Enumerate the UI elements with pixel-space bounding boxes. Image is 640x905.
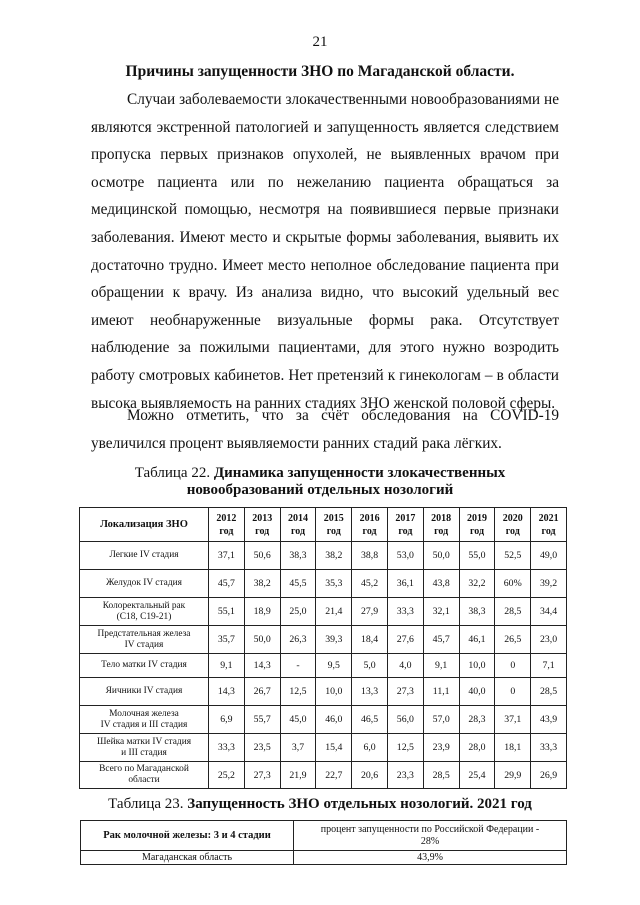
table22-row [80, 598, 567, 626]
table22-value-cell: 26,3 [280, 626, 316, 654]
table22-value-cell: 33,3 [209, 734, 245, 762]
table22-header-year [352, 508, 388, 542]
table22-value-cell: 6,0 [352, 734, 388, 762]
table22-value-cell: 5,0 [352, 654, 388, 678]
table22-value-cell: 14,3 [209, 678, 245, 706]
table22-header-year-unit: год [434, 525, 449, 537]
table23-header-rf-value: 28% [420, 835, 440, 847]
table23-header-rf-percent [294, 821, 567, 851]
table22-localization-text: Яичники IV стадия [105, 686, 183, 696]
table22-value-cell: 32,2 [459, 570, 495, 598]
table23 [80, 820, 567, 865]
table22-localization-text: IV стадия и III стадия [100, 719, 188, 730]
table22-localization-cell [80, 706, 209, 734]
table22-value-cell: 27,3 [244, 762, 280, 789]
table22-value-cell: 57,0 [423, 706, 459, 734]
table22-value-cell: 45,7 [423, 626, 459, 654]
table22-value-cell: 21,9 [280, 762, 316, 789]
table22-value-cell: 37,1 [209, 542, 245, 570]
table22-value-cell: 55,7 [244, 706, 280, 734]
table22-value-cell: 4,0 [387, 654, 423, 678]
table22-value-cell: 26,7 [244, 678, 280, 706]
table22-value-cell: 38,2 [244, 570, 280, 598]
table23-caption-prefix: Таблица 23. [108, 796, 188, 812]
table22-value-cell: 28,5 [495, 598, 531, 626]
table22-value-cell: 46,0 [316, 706, 352, 734]
table22-localization-text: области [128, 775, 160, 785]
table22-value-cell: 50,0 [423, 542, 459, 570]
table22 [79, 507, 567, 789]
table22-header-year-number: 2018 [431, 512, 452, 524]
table22-value-cell: 18,1 [495, 734, 531, 762]
table22-localization-text: Легкие IV стадия [109, 550, 179, 560]
table22-localization-text: Колоректальный рак [102, 600, 186, 611]
table22-localization-cell [80, 542, 209, 570]
table22-value-cell: 11,1 [423, 678, 459, 706]
table22-value-cell: 38,3 [459, 598, 495, 626]
table22-value-cell: 49,0 [531, 542, 567, 570]
table22-localization-text: Молочная железа [109, 708, 179, 719]
table22-header-year-number: 2012 [216, 512, 237, 524]
table22-header-year-number: 2017 [395, 512, 416, 524]
table22-localization-cell [80, 762, 209, 789]
table22-value-cell: 23,0 [531, 626, 567, 654]
table22-header-year-number: 2020 [502, 512, 523, 524]
table22-value-cell: 55,0 [459, 542, 495, 570]
table22-value-cell: 55,1 [209, 598, 245, 626]
table22-value-cell: 60% [495, 570, 531, 598]
table22-value-cell: 36,1 [387, 570, 423, 598]
table23-caption [0, 796, 640, 813]
table22-header-year [459, 508, 495, 542]
table22-localization-cell [80, 654, 209, 678]
table22-header-year-unit: год [326, 525, 341, 537]
table22-value-cell: 12,5 [280, 678, 316, 706]
table22-value-cell: 46,5 [352, 706, 388, 734]
table22-value-cell: 45,0 [280, 706, 316, 734]
table23-row [81, 851, 567, 865]
table22-header-year-number: 2014 [287, 512, 308, 524]
table22-row [80, 678, 567, 706]
table22-header-year [316, 508, 352, 542]
paragraph-covid: Можно отметить, что за счёт обследования на COVID-19 увеличился процент выявляемости ранних стадий рака лёгких. [91, 407, 559, 452]
table22-value-cell: 23,9 [423, 734, 459, 762]
table22-value-cell: 22,7 [316, 762, 352, 789]
table22-header-year-unit: год [469, 525, 484, 537]
table22-value-cell: 23,3 [387, 762, 423, 789]
table22-header-year-number: 2016 [359, 512, 380, 524]
table22-localization-text: Всего по Магаданской [99, 764, 189, 774]
table22-header-year [531, 508, 567, 542]
table22-value-cell: 7,1 [531, 654, 567, 678]
table22-row [80, 570, 567, 598]
table22-localization-cell [80, 570, 209, 598]
table22-value-cell: 0 [495, 654, 531, 678]
table22-value-cell: 45,2 [352, 570, 388, 598]
table22-localization-text: IV стадия [124, 639, 164, 650]
table22-value-cell: 27,6 [387, 626, 423, 654]
table23-header-breast-cancer: Рак молочной железы: 3 и 4 стадии [81, 821, 294, 851]
table22-header-year-unit: год [219, 525, 234, 537]
page-number: 21 [312, 34, 328, 50]
table22-header-year-unit: год [505, 525, 520, 537]
table22-value-cell: 9,5 [316, 654, 352, 678]
table22-localization-text: Желудок IV стадия [106, 578, 182, 588]
table22-value-cell: 26,5 [495, 626, 531, 654]
table22-header-year-unit: год [290, 525, 306, 537]
table22-localization-text: Шейка матки IV стадия [96, 736, 192, 747]
table22-localization-text: Тело матки IV стадия [101, 660, 187, 670]
table22-value-cell: 46,1 [459, 626, 495, 654]
table22-header-year-number: 2019 [466, 512, 487, 524]
table22-value-cell: 10,0 [316, 678, 352, 706]
table22-value-cell: 35,7 [209, 626, 245, 654]
table22-value-cell: 18,9 [244, 598, 280, 626]
table22-localization-cell [80, 678, 209, 706]
table22-caption-title-line1: Динамика запущенности злокачественных [213, 465, 506, 481]
table22-localization-cell [80, 598, 209, 626]
paragraph-causes: Случаи заболеваемости злокачественными новообразованиями не являются экстренной патологией и запущенность является следствием пропуска первых признаков опухолей, не выявленных врачом при осмотре пациента или по нежеланию пациента обращаться за медицинской помощью, несмотря на появившиеся первые признаки заболевания. Имеют место и скрытые формы заболевания, выявить их достаточно трудно. Имеет место неполное обследование пациента при обращении к врачу. Из анализа видно, что высокий удельный вес имеют необнаруженные визуальные формы рака. Отсутствует наблюдение за пожилыми пациентами, для этого нужно возродить работу смотровых кабинетов. Нет претензий к гинекологам – в области высока выявляемость на ранних стадиях ЗНО женской половой сферы. [91, 91, 559, 412]
table22-value-cell: 39,2 [531, 570, 567, 598]
table23-header-row [81, 821, 567, 851]
table22-localization-cell [80, 734, 209, 762]
table22-localization-text: Предстательная железа [97, 628, 191, 639]
table22-localization-text: (С18, С19-21) [116, 611, 172, 622]
table22-header-year [495, 508, 531, 542]
table22-header-row [80, 508, 567, 542]
table22-value-cell: 34,4 [531, 598, 567, 626]
table22-header-year-number: 2013 [252, 512, 273, 524]
table22-row [80, 762, 567, 789]
table22-header-year-unit: год [541, 525, 556, 537]
table22-value-cell: 9,1 [423, 654, 459, 678]
table22-value-cell: 37,1 [495, 706, 531, 734]
table22-header-year [244, 508, 280, 542]
table22-value-cell: 6,9 [209, 706, 245, 734]
table22-value-cell: 20,6 [352, 762, 388, 789]
table22-value-cell: 52,5 [495, 542, 531, 570]
table22-value-cell: 25,0 [280, 598, 316, 626]
table22-header-year [387, 508, 423, 542]
table22-value-cell: 33,3 [387, 598, 423, 626]
table23-header-rf-text: процент запущенности по Российской Федерации - [320, 823, 540, 835]
table22-value-cell: 32,1 [423, 598, 459, 626]
table22-value-cell: 39,3 [316, 626, 352, 654]
table23-caption-title: Запущенность ЗНО отдельных нозологий. 2021 год [187, 796, 532, 812]
table22-value-cell: 15,4 [316, 734, 352, 762]
table22-value-cell: 53,0 [387, 542, 423, 570]
table22-value-cell: 27,9 [352, 598, 388, 626]
table22-value-cell: 50,0 [244, 626, 280, 654]
table22-header-year [280, 508, 316, 542]
table22-value-cell: 45,7 [209, 570, 245, 598]
table22-header-year-unit: год [255, 525, 270, 537]
table22-value-cell: 21,4 [316, 598, 352, 626]
table22-value-cell: 28,5 [531, 678, 567, 706]
table22-localization-text: и III стадия [121, 747, 167, 758]
table22-value-cell: 25,4 [459, 762, 495, 789]
table22-value-cell: 38,2 [316, 542, 352, 570]
table23-region-label: Магаданская область [81, 851, 294, 865]
table22-value-cell: 26,9 [531, 762, 567, 789]
table22-caption-title-line2: новообразований отдельных нозологий [186, 482, 454, 498]
table22-value-cell: 28,5 [423, 762, 459, 789]
table22-header-year-unit: год [362, 525, 377, 537]
table22-value-cell: 35,3 [316, 570, 352, 598]
table22-value-cell: 43,9 [531, 706, 567, 734]
section-heading: Причины запущенности ЗНО по Магаданской области. [125, 63, 515, 80]
table22-value-cell: 38,8 [352, 542, 388, 570]
table22-value-cell: 3,7 [280, 734, 316, 762]
table22-value-cell: 14,3 [244, 654, 280, 678]
table22-row [80, 734, 567, 762]
table22-value-cell: 43,8 [423, 570, 459, 598]
table22-row [80, 706, 567, 734]
table22-value-cell: 56,0 [387, 706, 423, 734]
table22-value-cell: - [280, 654, 316, 678]
table22-value-cell: 10,0 [459, 654, 495, 678]
table22-value-cell: 50,6 [244, 542, 280, 570]
table22-header-localization: Локализация ЗНО [80, 508, 209, 542]
table22-value-cell: 28,0 [459, 734, 495, 762]
table22-value-cell: 12,5 [387, 734, 423, 762]
table22-value-cell: 13,3 [352, 678, 388, 706]
table22-value-cell: 0 [495, 678, 531, 706]
table22-header-year [423, 508, 459, 542]
table22-header-year-number: 2021 [538, 512, 559, 524]
table22-caption-prefix: Таблица 22. [134, 465, 214, 481]
table22-header-year-number: 2015 [323, 512, 344, 524]
table22-value-cell: 9,1 [209, 654, 245, 678]
table22-value-cell: 45,5 [280, 570, 316, 598]
table22-row [80, 626, 567, 654]
table22-localization-cell [80, 626, 209, 654]
table22-caption [0, 465, 640, 499]
table22-value-cell: 27,3 [387, 678, 423, 706]
table22-value-cell: 33,3 [531, 734, 567, 762]
table22-value-cell: 29,9 [495, 762, 531, 789]
table22-row [80, 654, 567, 678]
table22-value-cell: 28,3 [459, 706, 495, 734]
table22-header-year-unit: год [398, 525, 413, 537]
table22-header-year [209, 508, 245, 542]
table22-value-cell: 40,0 [459, 678, 495, 706]
table22-value-cell: 38,3 [280, 542, 316, 570]
table22-value-cell: 23,5 [244, 734, 280, 762]
table22-value-cell: 25,2 [209, 762, 245, 789]
table22-row [80, 542, 567, 570]
table23-region-value: 43,9% [294, 851, 567, 865]
table22-value-cell: 18,4 [352, 626, 388, 654]
